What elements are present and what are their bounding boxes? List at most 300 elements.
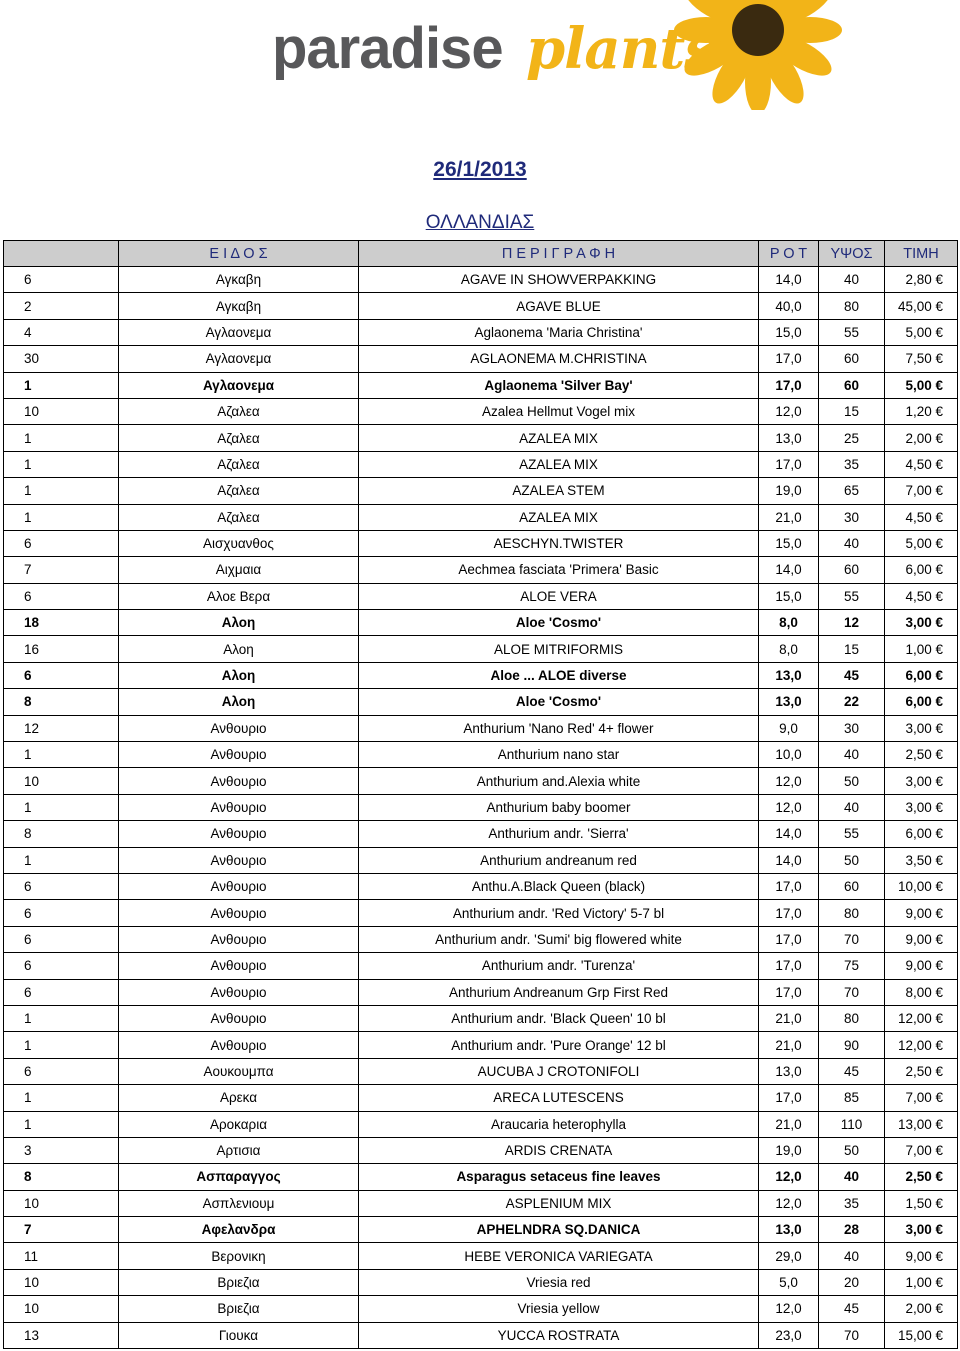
kind-cell: Αζαλεα: [119, 478, 359, 504]
quantity-cell: 7: [4, 557, 119, 583]
table-row: [4, 583, 958, 609]
kind-cell: Βερονικη: [119, 1243, 359, 1269]
description-cell: ARDIS CRENATA: [359, 1137, 759, 1163]
price-cell: 2,00 €: [885, 425, 958, 451]
description-cell: Anthurium 'Nano Red' 4+ flower: [359, 715, 759, 741]
pot-size-cell: 17,0: [759, 979, 819, 1005]
price-cell: 15,00 €: [885, 1322, 958, 1348]
description-cell: Anthurium andr. 'Turenza': [359, 953, 759, 979]
price-cell: 2,00 €: [885, 1296, 958, 1322]
height-cell: 40: [819, 267, 885, 293]
kind-cell: Αουκουμπα: [119, 1058, 359, 1084]
table-row: [4, 953, 958, 979]
logo-text-paradise: paradise: [272, 16, 503, 81]
kind-cell: Ανθουριο: [119, 847, 359, 873]
height-cell: 20: [819, 1269, 885, 1295]
price-cell: 4,50 €: [885, 504, 958, 530]
kind-cell: Ανθουριο: [119, 873, 359, 899]
height-cell: 110: [819, 1111, 885, 1137]
kind-cell: Ανθουριο: [119, 768, 359, 794]
description-cell: Anthurium andr. 'Pure Orange' 12 bl: [359, 1032, 759, 1058]
height-cell: 22: [819, 689, 885, 715]
height-cell: 55: [819, 583, 885, 609]
price-cell: 3,00 €: [885, 768, 958, 794]
description-cell: Vriesia red: [359, 1269, 759, 1295]
price-cell: 3,50 €: [885, 847, 958, 873]
quantity-cell: 1: [4, 451, 119, 477]
table-row: [4, 557, 958, 583]
price-cell: 6,00 €: [885, 662, 958, 688]
origin-heading: ΟΛΛΑΝΔΙΑΣ: [425, 212, 535, 233]
table-row: [4, 1296, 958, 1322]
kind-cell: Αγλαονεμα: [119, 372, 359, 398]
price-cell: 12,00 €: [885, 1005, 958, 1031]
kind-cell: Αγλαονεμα: [119, 319, 359, 345]
description-cell: Anthurium andr. 'Sierra': [359, 821, 759, 847]
price-cell: 2,50 €: [885, 1058, 958, 1084]
price-cell: 2,80 €: [885, 267, 958, 293]
pot-size-cell: 17,0: [759, 926, 819, 952]
kind-cell: Αλοη: [119, 636, 359, 662]
table-row: [4, 267, 958, 293]
description-cell: ARECA LUTESCENS: [359, 1085, 759, 1111]
table-row: [4, 662, 958, 688]
price-cell: 6,00 €: [885, 821, 958, 847]
table-row: [4, 1085, 958, 1111]
description-cell: Azalea Hellmut Vogel mix: [359, 398, 759, 424]
quantity-cell: 1: [4, 504, 119, 530]
price-cell: 3,00 €: [885, 715, 958, 741]
logo-text-plants: plants: [526, 16, 715, 82]
price-cell: 45,00 €: [885, 293, 958, 319]
price-cell: 1,20 €: [885, 398, 958, 424]
table-row: [4, 742, 958, 768]
quantity-cell: 1: [4, 1005, 119, 1031]
height-cell: 35: [819, 451, 885, 477]
description-cell: Anthurium andr. 'Black Queen' 10 bl: [359, 1005, 759, 1031]
quantity-cell: 1: [4, 372, 119, 398]
height-cell: 65: [819, 478, 885, 504]
price-table: [3, 240, 958, 1349]
pot-size-cell: 15,0: [759, 583, 819, 609]
description-cell: APHELNDRA SQ.DANICA: [359, 1217, 759, 1243]
table-row: [4, 768, 958, 794]
price-cell: 13,00 €: [885, 1111, 958, 1137]
pot-size-cell: 12,0: [759, 1296, 819, 1322]
price-cell: 7,00 €: [885, 1085, 958, 1111]
height-cell: 15: [819, 398, 885, 424]
height-cell: 70: [819, 979, 885, 1005]
height-cell: 55: [819, 821, 885, 847]
height-cell: 40: [819, 530, 885, 556]
description-cell: Aloe ... ALOE diverse: [359, 662, 759, 688]
kind-cell: Ανθουριο: [119, 821, 359, 847]
table-row: [4, 1190, 958, 1216]
price-cell: 9,00 €: [885, 900, 958, 926]
kind-cell: Ανθουριο: [119, 926, 359, 952]
height-cell: 40: [819, 742, 885, 768]
quantity-cell: 1: [4, 742, 119, 768]
price-cell: 9,00 €: [885, 926, 958, 952]
pot-size-cell: 17,0: [759, 346, 819, 372]
quantity-cell: 12: [4, 715, 119, 741]
kind-cell: Βριεζια: [119, 1296, 359, 1322]
kind-cell: Αζαλεα: [119, 425, 359, 451]
kind-cell: Αρτισια: [119, 1137, 359, 1163]
description-cell: Anthurium andreanum red: [359, 847, 759, 873]
pot-size-cell: 8,0: [759, 636, 819, 662]
height-cell: 70: [819, 926, 885, 952]
kind-cell: Αιχμαια: [119, 557, 359, 583]
pot-size-cell: 29,0: [759, 1243, 819, 1269]
table-row: [4, 451, 958, 477]
height-cell: 45: [819, 1058, 885, 1084]
table-row: [4, 530, 958, 556]
table-row: [4, 794, 958, 820]
table-row: [4, 873, 958, 899]
quantity-cell: 6: [4, 926, 119, 952]
description-cell: AGAVE IN SHOWVERPAKKING: [359, 267, 759, 293]
table-row: [4, 319, 958, 345]
table-row: [4, 372, 958, 398]
table-row: [4, 346, 958, 372]
table-row: [4, 1269, 958, 1295]
description-cell: AZALEA MIX: [359, 425, 759, 451]
price-cell: 4,50 €: [885, 583, 958, 609]
column-header-height: ΥΨΟΣ: [819, 241, 885, 267]
kind-cell: Ασπλενιουμ: [119, 1190, 359, 1216]
table-row: [4, 821, 958, 847]
description-cell: Anthu.A.Black Queen (black): [359, 873, 759, 899]
table-row: [4, 1032, 958, 1058]
quantity-cell: 6: [4, 662, 119, 688]
table-row: [4, 1243, 958, 1269]
table-row: [4, 1322, 958, 1348]
height-cell: 28: [819, 1217, 885, 1243]
height-cell: 85: [819, 1085, 885, 1111]
table-row: [4, 900, 958, 926]
description-cell: Anthurium andr. 'Red Victory' 5-7 bl: [359, 900, 759, 926]
pot-size-cell: 12,0: [759, 1190, 819, 1216]
price-cell: 6,00 €: [885, 689, 958, 715]
description-cell: Anthurium baby boomer: [359, 794, 759, 820]
kind-cell: Ανθουριο: [119, 1032, 359, 1058]
description-cell: Aglaonema 'Silver Bay': [359, 372, 759, 398]
description-cell: Vriesia yellow: [359, 1296, 759, 1322]
quantity-cell: 11: [4, 1243, 119, 1269]
price-cell: 5,00 €: [885, 372, 958, 398]
table-row: [4, 926, 958, 952]
table-row: [4, 715, 958, 741]
pot-size-cell: 17,0: [759, 1085, 819, 1111]
price-cell: 2,50 €: [885, 1164, 958, 1190]
quantity-cell: 6: [4, 583, 119, 609]
table-row: [4, 398, 958, 424]
kind-cell: Αλοη: [119, 662, 359, 688]
pot-size-cell: 21,0: [759, 1111, 819, 1137]
price-cell: 12,00 €: [885, 1032, 958, 1058]
kind-cell: Αλοη: [119, 689, 359, 715]
pot-size-cell: 9,0: [759, 715, 819, 741]
height-cell: 55: [819, 319, 885, 345]
description-cell: Aloe 'Cosmo': [359, 689, 759, 715]
description-cell: Aloe 'Cosmo': [359, 610, 759, 636]
pot-size-cell: 17,0: [759, 873, 819, 899]
quantity-cell: 6: [4, 267, 119, 293]
price-cell: 2,50 €: [885, 742, 958, 768]
kind-cell: Αζαλεα: [119, 504, 359, 530]
quantity-cell: 10: [4, 1296, 119, 1322]
kind-cell: Αγκαβη: [119, 267, 359, 293]
pot-size-cell: 12,0: [759, 768, 819, 794]
column-header-pot: Ρ Ο Τ: [759, 241, 819, 267]
pot-size-cell: 8,0: [759, 610, 819, 636]
description-cell: ASPLENIUM MIX: [359, 1190, 759, 1216]
height-cell: 60: [819, 346, 885, 372]
quantity-cell: 10: [4, 398, 119, 424]
pot-size-cell: 14,0: [759, 267, 819, 293]
height-cell: 45: [819, 662, 885, 688]
table-row: [4, 1111, 958, 1137]
description-cell: Anthurium andr. 'Sumi' big flowered white: [359, 926, 759, 952]
height-cell: 25: [819, 425, 885, 451]
kind-cell: Αγλαονεμα: [119, 346, 359, 372]
table-row: [4, 847, 958, 873]
quantity-cell: 6: [4, 979, 119, 1005]
quantity-cell: 30: [4, 346, 119, 372]
pot-size-cell: 23,0: [759, 1322, 819, 1348]
kind-cell: Ανθουριο: [119, 979, 359, 1005]
height-cell: 40: [819, 794, 885, 820]
quantity-cell: 1: [4, 1111, 119, 1137]
pot-size-cell: 21,0: [759, 1005, 819, 1031]
price-cell: 1,00 €: [885, 636, 958, 662]
table-header-row: [4, 241, 958, 267]
quantity-cell: 3: [4, 1137, 119, 1163]
quantity-cell: 4: [4, 319, 119, 345]
height-cell: 35: [819, 1190, 885, 1216]
description-cell: Anthurium and.Alexia white: [359, 768, 759, 794]
quantity-cell: 6: [4, 1058, 119, 1084]
price-cell: 7,00 €: [885, 1137, 958, 1163]
description-cell: ALOE VERA: [359, 583, 759, 609]
height-cell: 80: [819, 293, 885, 319]
description-cell: HEBE VERONICA VARIEGATA: [359, 1243, 759, 1269]
kind-cell: Αζαλεα: [119, 451, 359, 477]
description-cell: Asparagus setaceus fine leaves: [359, 1164, 759, 1190]
pot-size-cell: 21,0: [759, 1032, 819, 1058]
quantity-cell: 2: [4, 293, 119, 319]
price-cell: 8,00 €: [885, 979, 958, 1005]
description-cell: AZALEA MIX: [359, 451, 759, 477]
kind-cell: Αλοη: [119, 610, 359, 636]
kind-cell: Ανθουριο: [119, 715, 359, 741]
kind-cell: Ασπαραγγος: [119, 1164, 359, 1190]
table-row: [4, 1005, 958, 1031]
table-row: [4, 504, 958, 530]
height-cell: 30: [819, 504, 885, 530]
height-cell: 40: [819, 1164, 885, 1190]
description-cell: Anthurium Andreanum Grp First Red: [359, 979, 759, 1005]
price-cell: 9,00 €: [885, 1243, 958, 1269]
pot-size-cell: 13,0: [759, 662, 819, 688]
height-cell: 12: [819, 610, 885, 636]
price-cell: 3,00 €: [885, 1217, 958, 1243]
table-row: [4, 979, 958, 1005]
column-header-kind: Ε Ι Δ Ο Σ: [119, 241, 359, 267]
description-cell: ALOE MITRIFORMIS: [359, 636, 759, 662]
height-cell: 60: [819, 372, 885, 398]
pot-size-cell: 13,0: [759, 689, 819, 715]
table-row: [4, 1164, 958, 1190]
description-cell: YUCCA ROSTRATA: [359, 1322, 759, 1348]
description-cell: AGAVE BLUE: [359, 293, 759, 319]
column-header-description: Π Ε Ρ Ι Γ Ρ Α Φ Η: [359, 241, 759, 267]
description-cell: AGLAONEMA M.CHRISTINA: [359, 346, 759, 372]
column-header-price: ΤΙΜΗ: [885, 241, 958, 267]
quantity-cell: 13: [4, 1322, 119, 1348]
height-cell: 45: [819, 1296, 885, 1322]
pot-size-cell: 12,0: [759, 398, 819, 424]
pot-size-cell: 15,0: [759, 530, 819, 556]
pot-size-cell: 13,0: [759, 425, 819, 451]
pot-size-cell: 17,0: [759, 900, 819, 926]
quantity-cell: 6: [4, 900, 119, 926]
pot-size-cell: 14,0: [759, 847, 819, 873]
height-cell: 40: [819, 1243, 885, 1269]
height-cell: 50: [819, 768, 885, 794]
pot-size-cell: 10,0: [759, 742, 819, 768]
price-cell: 5,00 €: [885, 319, 958, 345]
quantity-cell: 1: [4, 794, 119, 820]
table-row: [4, 478, 958, 504]
kind-cell: Αγκαβη: [119, 293, 359, 319]
kind-cell: Ανθουριο: [119, 1005, 359, 1031]
price-cell: 3,00 €: [885, 794, 958, 820]
price-cell: 3,00 €: [885, 610, 958, 636]
height-cell: 30: [819, 715, 885, 741]
description-cell: AZALEA STEM: [359, 478, 759, 504]
description-cell: AZALEA MIX: [359, 504, 759, 530]
pot-size-cell: 17,0: [759, 451, 819, 477]
quantity-cell: 6: [4, 530, 119, 556]
quantity-cell: 1: [4, 1032, 119, 1058]
quantity-cell: 18: [4, 610, 119, 636]
kind-cell: Αρεκα: [119, 1085, 359, 1111]
pot-size-cell: 12,0: [759, 1164, 819, 1190]
price-cell: 1,00 €: [885, 1269, 958, 1295]
table-row: [4, 689, 958, 715]
price-cell: 6,00 €: [885, 557, 958, 583]
kind-cell: Αισχυανθος: [119, 530, 359, 556]
quantity-cell: 8: [4, 689, 119, 715]
quantity-cell: 6: [4, 953, 119, 979]
pot-size-cell: 13,0: [759, 1058, 819, 1084]
paradise-plants-logo: [268, 0, 728, 110]
pot-size-cell: 14,0: [759, 557, 819, 583]
description-cell: Araucaria heterophylla: [359, 1111, 759, 1137]
price-cell: 9,00 €: [885, 953, 958, 979]
kind-cell: Βριεζια: [119, 1269, 359, 1295]
pot-size-cell: 17,0: [759, 953, 819, 979]
pot-size-cell: 15,0: [759, 319, 819, 345]
quantity-cell: 10: [4, 1269, 119, 1295]
price-cell: 7,50 €: [885, 346, 958, 372]
kind-cell: Ανθουριο: [119, 900, 359, 926]
quantity-cell: 8: [4, 821, 119, 847]
price-cell: 10,00 €: [885, 873, 958, 899]
table-row: [4, 1058, 958, 1084]
table-row: [4, 610, 958, 636]
price-cell: 7,00 €: [885, 478, 958, 504]
price-list-date: 26/1/2013: [433, 158, 527, 181]
height-cell: 15: [819, 636, 885, 662]
kind-cell: Αφελανδρα: [119, 1217, 359, 1243]
description-cell: Aechmea fasciata 'Primera' Basic: [359, 557, 759, 583]
pot-size-cell: 21,0: [759, 504, 819, 530]
table-row: [4, 1217, 958, 1243]
quantity-cell: 1: [4, 1085, 119, 1111]
description-cell: AUCUBA J CROTONIFOLI: [359, 1058, 759, 1084]
price-cell: 1,50 €: [885, 1190, 958, 1216]
kind-cell: Ανθουριο: [119, 794, 359, 820]
quantity-cell: 1: [4, 425, 119, 451]
quantity-cell: 7: [4, 1217, 119, 1243]
pot-size-cell: 17,0: [759, 372, 819, 398]
kind-cell: Αζαλεα: [119, 398, 359, 424]
price-cell: 4,50 €: [885, 451, 958, 477]
table-row: [4, 425, 958, 451]
pot-size-cell: 19,0: [759, 1137, 819, 1163]
pot-size-cell: 5,0: [759, 1269, 819, 1295]
column-header-quantity: [4, 241, 119, 267]
description-cell: Anthurium nano star: [359, 742, 759, 768]
pot-size-cell: 14,0: [759, 821, 819, 847]
table-body: [4, 267, 958, 1349]
table-row: [4, 636, 958, 662]
quantity-cell: 10: [4, 768, 119, 794]
height-cell: 80: [819, 1005, 885, 1031]
quantity-cell: 1: [4, 847, 119, 873]
kind-cell: Ανθουριο: [119, 953, 359, 979]
height-cell: 80: [819, 900, 885, 926]
description-cell: Aglaonema 'Maria Christina': [359, 319, 759, 345]
price-cell: 5,00 €: [885, 530, 958, 556]
kind-cell: Γιουκα: [119, 1322, 359, 1348]
quantity-cell: 6: [4, 873, 119, 899]
height-cell: 90: [819, 1032, 885, 1058]
quantity-cell: 16: [4, 636, 119, 662]
pot-size-cell: 19,0: [759, 478, 819, 504]
pot-size-cell: 40,0: [759, 293, 819, 319]
quantity-cell: 8: [4, 1164, 119, 1190]
height-cell: 60: [819, 557, 885, 583]
table-row: [4, 293, 958, 319]
height-cell: 50: [819, 1137, 885, 1163]
kind-cell: Αροκαρια: [119, 1111, 359, 1137]
kind-cell: Αλοε Βερα: [119, 583, 359, 609]
quantity-cell: 1: [4, 478, 119, 504]
height-cell: 75: [819, 953, 885, 979]
pot-size-cell: 13,0: [759, 1217, 819, 1243]
table-row: [4, 1137, 958, 1163]
pot-size-cell: 12,0: [759, 794, 819, 820]
height-cell: 70: [819, 1322, 885, 1348]
description-cell: AESCHYN.TWISTER: [359, 530, 759, 556]
height-cell: 60: [819, 873, 885, 899]
kind-cell: Ανθουριο: [119, 742, 359, 768]
quantity-cell: 10: [4, 1190, 119, 1216]
